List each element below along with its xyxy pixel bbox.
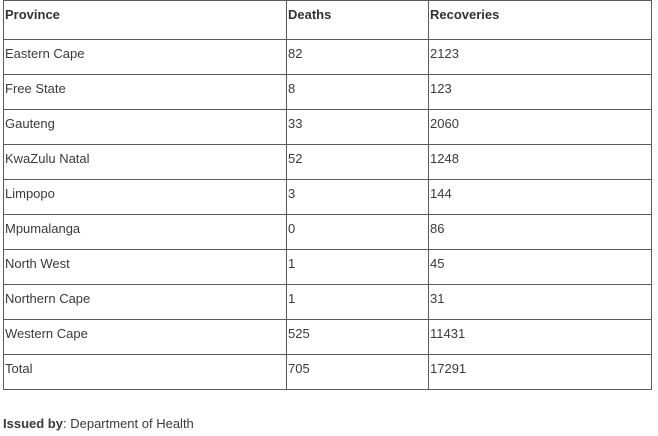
table-row	[4, 250, 652, 285]
deaths-cell: 0	[287, 215, 429, 250]
deaths-cell: 82	[287, 40, 429, 75]
table-row	[4, 320, 652, 355]
total-deaths-cell: 705	[287, 355, 429, 390]
issued-by-value: Department of Health	[70, 416, 194, 431]
province-cell: Gauteng	[4, 110, 287, 145]
recoveries-cell: 1248	[429, 145, 652, 180]
issued-by-label: Issued by	[3, 416, 63, 431]
province-cell: Mpumalanga	[4, 215, 287, 250]
deaths-cell: 1	[287, 250, 429, 285]
province-cell: Limpopo	[4, 180, 287, 215]
deaths-cell: 525	[287, 320, 429, 355]
deaths-cell: 33	[287, 110, 429, 145]
recoveries-cell: 2123	[429, 40, 652, 75]
province-cell: North West	[4, 250, 287, 285]
deaths-cell: 52	[287, 145, 429, 180]
header-recoveries: Recoveries	[429, 1, 652, 40]
recoveries-cell: 144	[429, 180, 652, 215]
table-row	[4, 110, 652, 145]
recoveries-cell: 2060	[429, 110, 652, 145]
issued-by-line	[3, 416, 194, 431]
table-row	[4, 215, 652, 250]
deaths-cell: 1	[287, 285, 429, 320]
header-deaths: Deaths	[287, 1, 429, 40]
deaths-cell: 8	[287, 75, 429, 110]
recoveries-cell: 45	[429, 250, 652, 285]
recoveries-cell: 31	[429, 285, 652, 320]
table-row	[4, 145, 652, 180]
province-cell: Eastern Cape	[4, 40, 287, 75]
recoveries-cell: 123	[429, 75, 652, 110]
recoveries-cell: 86	[429, 215, 652, 250]
province-cell: KwaZulu Natal	[4, 145, 287, 180]
table-row	[4, 180, 652, 215]
total-label-cell: Total	[4, 355, 287, 390]
recoveries-cell: 11431	[429, 320, 652, 355]
deaths-cell: 3	[287, 180, 429, 215]
table-header-row	[4, 1, 652, 40]
province-cell: Northern Cape	[4, 285, 287, 320]
province-cell: Western Cape	[4, 320, 287, 355]
header-province: Province	[4, 1, 287, 40]
issued-by-separator: :	[62, 416, 67, 431]
province-stats-table	[3, 0, 652, 390]
table-row	[4, 285, 652, 320]
total-recoveries-cell: 17291	[429, 355, 652, 390]
table-row	[4, 40, 652, 75]
total-row	[4, 355, 652, 390]
province-cell: Free State	[4, 75, 287, 110]
table-row	[4, 75, 652, 110]
